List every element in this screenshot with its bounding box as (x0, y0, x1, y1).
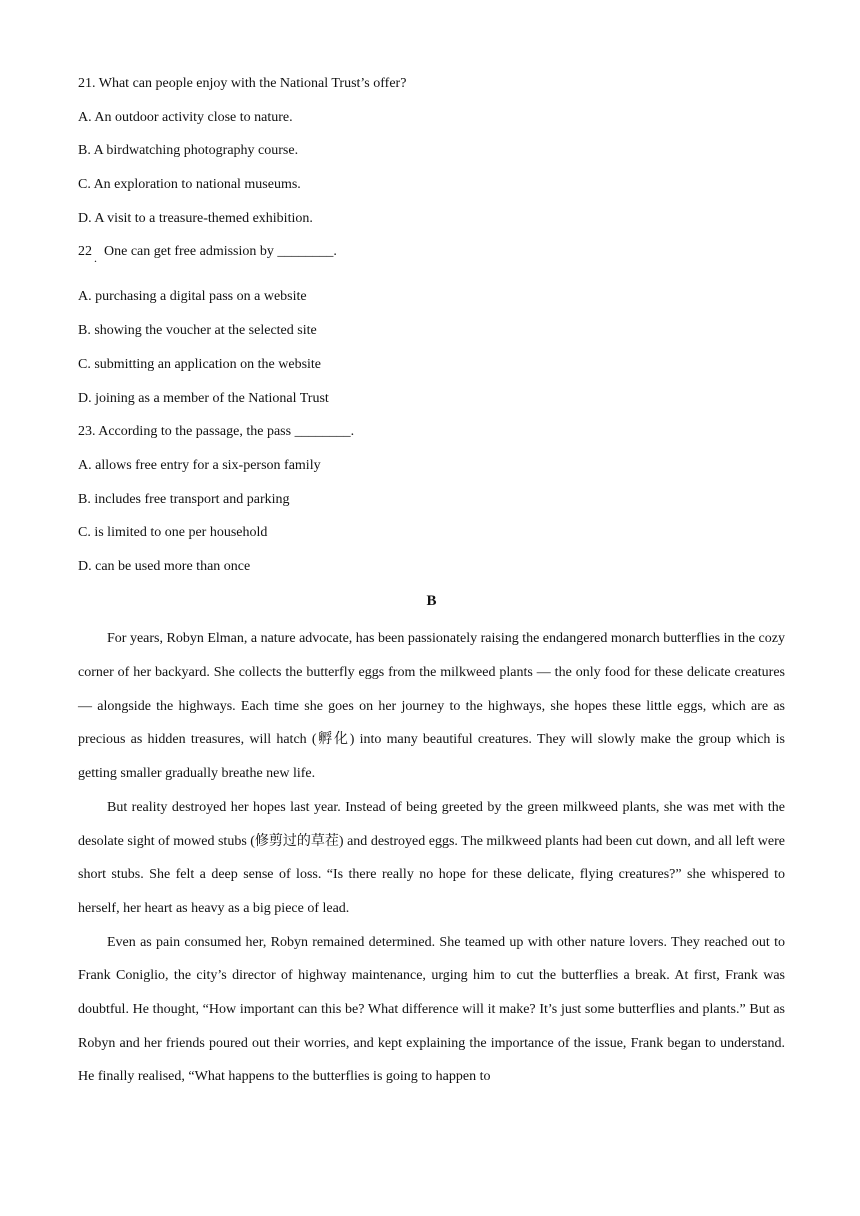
passage-paragraph-3: Even as pain consumed her, Robyn remained determined. She teamed up with other nature lovers. They reached out to Frank Coniglio, the city’s director of highway maintenance, urging him to cut the butterflies a break. At first, Frank was doubtful. He thought, “How important can this be? What difference will it make? It’s just some butterflies and plants.” But as Robyn and her friends poured out their worries, and kept explaining the importance of the issue, Frank began to understand. He finally realised, “What happens to the butterflies is going to happen to (78, 934, 785, 1085)
question-21 (78, 72, 785, 240)
question-23-option-b: B. includes free transport and parking (78, 491, 290, 507)
question-23-stem: 23. According to the passage, the pass ________. (78, 424, 355, 440)
section-b-passage (78, 622, 785, 1094)
question-21-option-a: A. An outdoor activity close to nature. (78, 109, 293, 125)
question-21-option-c: C. An exploration to national museums. (78, 177, 301, 193)
question-22 (78, 240, 785, 420)
question-22-option-c: C. submitting an application on the website (78, 356, 322, 372)
page-content (78, 72, 785, 1094)
question-23-option-c: C. is limited to one per household (78, 525, 268, 541)
question-23-option-d: D. can be used more than once (78, 558, 251, 574)
question-22-option-d: D. joining as a member of the National Trust (78, 390, 329, 406)
passage-paragraph-1: For years, Robyn Elman, a nature advocate, has been passionately raising the endangered monarch butterflies in the cozy corner of her backyard. She collects the butterfly eggs from the milkweed plants — the only food for these delicate creatures — alongside the highways. Each time she goes on her journey to the highways, she hopes these little eggs, which are as precious as hidden treasures, will hatch (孵化) into many beautiful creatures. They will slowly make the group which is getting smaller gradually breathe new life. (78, 631, 785, 782)
question-22-dot: . (94, 251, 97, 266)
question-21-option-b: B. A birdwatching photography course. (78, 143, 299, 159)
question-23 (78, 420, 785, 588)
question-21-stem: 21. What can people enjoy with the National Trust’s offer? (78, 76, 407, 91)
question-22-option-b: B. showing the voucher at the selected site (78, 323, 317, 339)
question-22-stem: One can get free admission by ________. (104, 244, 337, 260)
question-22-option-a: A. purchasing a digital pass on a website (78, 289, 307, 305)
passage-paragraph-2: But reality destroyed her hopes last year. Instead of being greeted by the green milkweed plants, she was met with the desolate sight of mowed stubs (修剪过的草茬) and destroyed eggs. The milkweed plants had been cut down, and all left were short stubs. She felt a deep sense of loss. “Is there really no hope for these delicate, flying creatures?” she whispered to herself, her heart as heavy as a big piece of lead. (78, 799, 785, 916)
question-23-option-a: A. allows free entry for a six-person family (78, 457, 321, 473)
question-21-option-d: D. A visit to a treasure-themed exhibition. (78, 210, 313, 226)
question-22-stem-line (78, 240, 785, 285)
section-b-title: B (426, 592, 437, 609)
question-22-number: 22 (78, 244, 92, 260)
